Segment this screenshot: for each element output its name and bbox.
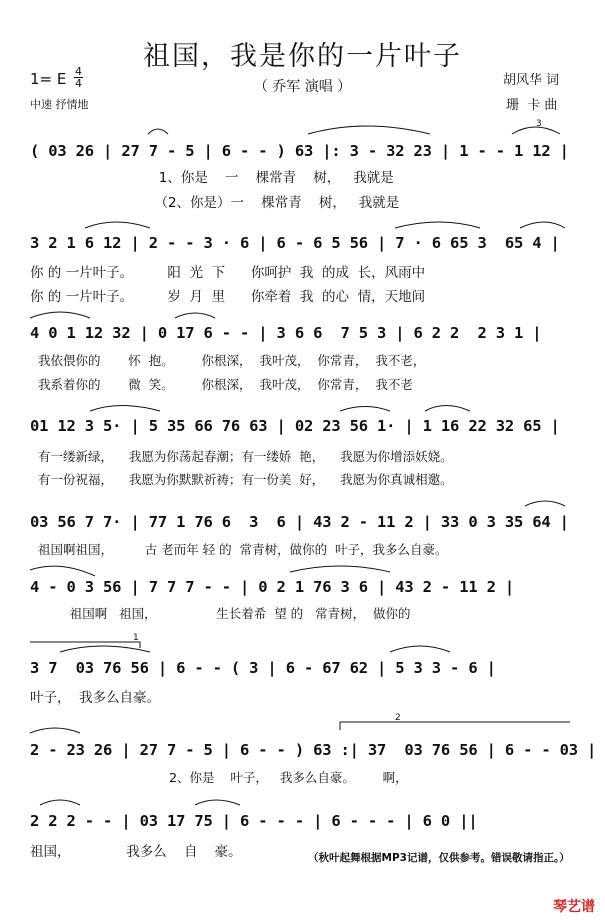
performer-credit: （ 乔军 演唱 ） <box>253 79 352 95</box>
slur-mark <box>390 646 450 652</box>
music-line-8: 2 - 23 26 | 27 7 - 5 | 6 - - ) 63 :| 37 03 76 56 | 6 - - 03 | <box>30 741 597 759</box>
lyric-line-2b: 你 的 一片叶子。 岁 月 里 你牵着 我 的心 情，天地间 <box>30 289 426 305</box>
lyric-line-7: 叶子， 我多么自豪。 <box>30 690 161 706</box>
volta-2-label: 2 <box>395 713 401 723</box>
slur-mark <box>340 407 390 412</box>
slur-mark <box>395 222 480 228</box>
slur-mark <box>85 222 150 228</box>
lyricist-credit: 胡风华 词 <box>503 73 560 88</box>
transcription-footnote: （秋叶起舞根据MP3记谱，仅供参考。错误敬请指正。） <box>308 852 570 864</box>
lyric-line-3b: 我系着你的 微 笑。 你根深， 我叶茂， 你常青， 我不老 <box>30 377 413 392</box>
lyric-line-4b: 有一份祝福， 我愿为你默默祈祷；有一份美 好， 我愿为你真诚相邀。 <box>30 472 453 487</box>
time-signature <box>74 66 83 89</box>
music-line-1: ( 03 26 | 27 7 - 5 | 6 - - ) 63 |: 3 - 32 23 | 1 - - 1 12 | <box>30 142 569 160</box>
lyric-line-1b: （2、你是）一 棵常青 树， 我就是 <box>30 195 400 211</box>
song-title: 祖国，我是你的一片叶子 <box>143 41 462 72</box>
lyric-line-9: 祖国， 我多么 自 豪。 <box>30 844 242 860</box>
lyric-line-6: 祖国啊 祖国， 生长着希 望 的 常青树， 做你的 <box>30 606 411 621</box>
music-line-5: 03 56 7 7· | 77 1 76 6 3 6 | 43 2 - 11 2 | 33 0 3 35 64 | <box>30 513 569 531</box>
slur-mark <box>290 566 390 572</box>
triplet-mark: 3 <box>536 119 542 129</box>
time-signature-bottom: 4 <box>75 77 82 90</box>
music-line-3: 4 0 1 12 32 | 0 17 6 - - | 3 6 6 7 5 3 | 6 2 2 2 3 1 | <box>30 324 542 342</box>
music-line-7: 3 7 03 76 56 | 6 - - ( 3 | 6 - 67 62 | 5 3 3 - 6 | <box>30 659 496 677</box>
slur-mark <box>148 129 168 134</box>
tempo-marking: 中速 抒情地 <box>30 98 89 111</box>
slur-mark <box>525 501 565 506</box>
slur-mark <box>30 728 80 733</box>
slur-mark <box>520 222 565 228</box>
slur-mark <box>175 313 215 318</box>
time-signature-top: 4 <box>75 65 82 78</box>
composer-credit: 珊 卡 曲 <box>506 98 558 113</box>
volta-1-label: 1 <box>133 633 139 643</box>
lyric-line-3a: 我依偎你的 怀 抱。 你根深， 我叶茂， 你常青， 我不老， <box>30 353 426 368</box>
lyric-line-8: 2、你是 叶子， 我多么自豪。 啊， <box>30 770 408 785</box>
slur-mark <box>30 312 90 318</box>
key-signature: 1= E <box>30 70 67 88</box>
watermark-logo: 琴艺谱 <box>553 899 595 915</box>
slur-mark <box>512 127 560 134</box>
lyric-line-2a: 你 的 一片叶子。 阳 光 下 你呵护 我 的成 长，风雨中 <box>30 265 426 281</box>
slur-mark <box>308 126 430 134</box>
music-line-6: 4 - 0 3 56 | 7 7 7 - - | 0 2 1 76 3 6 | 43 2 - 11 2 | <box>30 578 514 596</box>
music-line-2: 3 2 1 6 12 | 2 - - 3 · 6 | 6 - 6 5 56 | 7 · 6 65 3 65 4 | <box>30 234 560 252</box>
slur-mark <box>30 566 95 576</box>
music-line-9: 2 2 2 - - | 03 17 75 | 6 - - - | 6 - - - | 6 0 || <box>30 812 478 830</box>
lyric-line-4a: 有一缕新绿， 我愿为你荡起春潮；有一缕娇 艳， 我愿为你增添妖娆。 <box>30 449 453 464</box>
slur-mark <box>195 800 240 805</box>
slur-mark <box>40 800 80 805</box>
music-line-4: 01 12 3 5· | 5 35 66 76 63 | 02 23 56 1· | 1 16 22 32 65 | <box>30 417 560 435</box>
volta-1-bracket <box>30 642 140 648</box>
lyric-line-5: 祖国啊祖国， 古 老而年 轻 的 常青树，做你的 叶子，我多么自豪。 <box>30 542 448 557</box>
slur-mark <box>90 406 160 412</box>
slur-mark <box>425 406 470 412</box>
slur-mark <box>60 646 150 652</box>
lyric-line-1a: 1、你是 一 棵常青 树， 我就是 <box>30 170 394 186</box>
